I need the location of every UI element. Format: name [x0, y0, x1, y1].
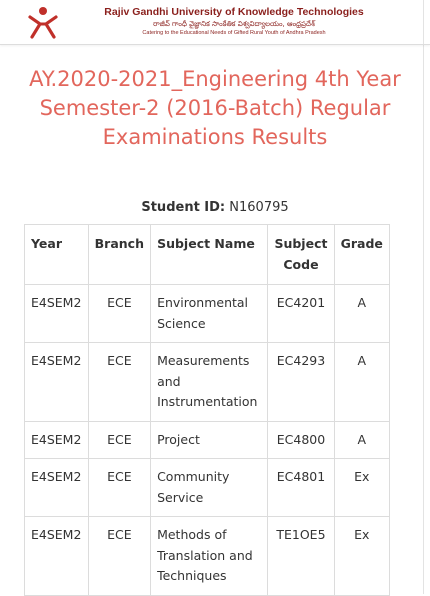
university-header — [0, 0, 430, 45]
cell-subject-code: EC4201 — [268, 285, 334, 343]
cell-subject-name: Community Service — [151, 459, 268, 517]
cell-year: E4SEM2 — [25, 517, 89, 596]
column-header-subject-code: Subject Code — [268, 225, 334, 285]
university-name: Rajiv Gandhi University of Knowledge Technologies — [104, 6, 364, 18]
table-header-row — [25, 225, 390, 285]
results-table — [24, 224, 390, 596]
cell-grade: Ex — [334, 517, 389, 596]
student-id-value: N160795 — [229, 200, 289, 215]
cell-subject-code: EC4293 — [268, 343, 334, 422]
cell-year: E4SEM2 — [25, 459, 89, 517]
cell-subject-code: EC4800 — [268, 421, 334, 459]
cell-branch: ECE — [88, 285, 151, 343]
cell-grade: A — [334, 421, 389, 459]
page-edge-divider — [423, 0, 424, 594]
cell-subject-name: Measurements and Instrumentation — [151, 343, 268, 422]
cell-branch: ECE — [88, 459, 151, 517]
cell-subject-name: Environmental Science — [151, 285, 268, 343]
student-id-line — [0, 200, 430, 215]
cell-subject-code: TE1OE5 — [268, 517, 334, 596]
cell-year: E4SEM2 — [25, 285, 89, 343]
table-row — [25, 285, 390, 343]
cell-year: E4SEM2 — [25, 343, 89, 422]
rgukt-logo-icon — [26, 5, 60, 39]
column-header-grade: Grade — [334, 225, 389, 285]
student-id-label: Student ID: — [141, 200, 226, 215]
table-row — [25, 421, 390, 459]
page-title: AY.2020-2021_Engineering 4th Year Semester-2 (2016-Batch) Regular Examinations Results — [29, 67, 401, 149]
table-row — [25, 343, 390, 422]
column-header-subject-name: Subject Name — [151, 225, 268, 285]
table-row — [25, 459, 390, 517]
cell-branch: ECE — [88, 517, 151, 596]
cell-branch: ECE — [88, 343, 151, 422]
cell-grade: Ex — [334, 459, 389, 517]
university-name-block — [84, 6, 384, 37]
cell-grade: A — [334, 285, 389, 343]
cell-subject-name: Methods of Translation and Techniques — [151, 517, 268, 596]
university-name-telugu: రాజీవ్ గాంధీ వైజ్ఞానిక సాంకేతిక విశ్వవిద్యాలయం, ఆంధ్రప్రదేశ్ — [153, 20, 315, 28]
university-tagline: Catering to the Educational Needs of Gifted Rural Youth of Andhra Pradesh — [142, 30, 326, 36]
cell-subject-name: Project — [151, 421, 268, 459]
cell-grade: A — [334, 343, 389, 422]
cell-branch: ECE — [88, 421, 151, 459]
table-row — [25, 517, 390, 596]
cell-subject-code: EC4801 — [268, 459, 334, 517]
cell-year: E4SEM2 — [25, 421, 89, 459]
column-header-branch: Branch — [88, 225, 151, 285]
column-header-year: Year — [25, 225, 89, 285]
